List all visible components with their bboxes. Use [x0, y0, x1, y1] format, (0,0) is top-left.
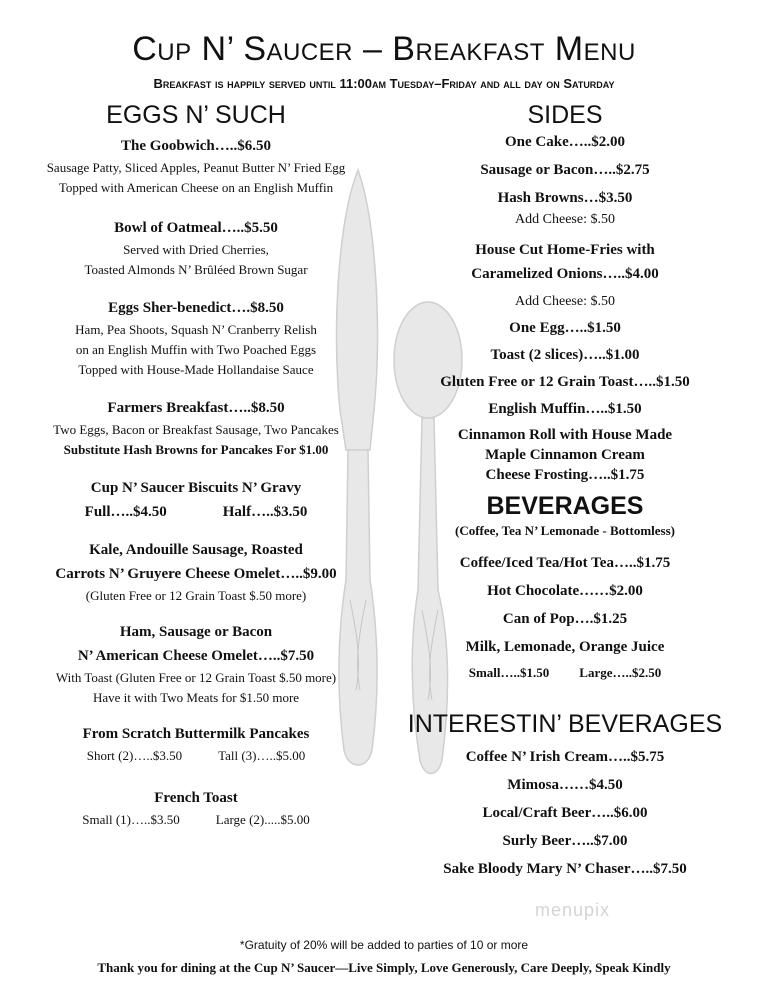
biscuits-full: Full…..$4.50	[84, 504, 167, 520]
hash-browns-item: Hash Browns…$3.50	[497, 190, 633, 206]
beverages-note: (Coffee, Tea N’ Lemonade - Bottomless)	[455, 523, 675, 538]
french-toast-item: French Toast	[154, 790, 238, 806]
french-toast-prices	[0, 810, 392, 830]
irish-cream-item: Coffee N’ Irish Cream…..$5.75	[465, 749, 665, 765]
goobwich-desc-2: Topped with American Cheese on an English Muffin	[58, 180, 334, 195]
farmers-desc-1: Two Eggs, Bacon or Breakfast Sausage, Two Pancakes	[53, 422, 339, 437]
biscuits-item: Cup N’ Saucer Biscuits N’ Gravy	[90, 480, 302, 496]
hours-subtitle: Breakfast is happily served until 11:00am Tuesday–Friday and all day on Saturday	[153, 76, 615, 91]
menupix-watermark: menupix	[535, 900, 611, 920]
french-toast-large: Large (2).....$5.00	[215, 812, 310, 827]
milk-large: Large…..$2.50	[579, 665, 662, 680]
thank-you-note: Thank you for dining at the Cup N’ Saucer—Live Simply, Love Generously, Care Deeply, Speak Kindly	[97, 960, 671, 975]
benedict-desc-3: Topped with House-Made Hollandaise Sauce	[78, 362, 314, 377]
ham-item-line-1: Ham, Sausage or Bacon	[119, 624, 273, 640]
biscuits-half: Half…..$3.50	[222, 504, 308, 520]
sides-column	[385, 96, 745, 881]
ham-desc-1: With Toast (Gluten Free or 12 Grain Toast $.50 more)	[55, 670, 337, 685]
cinnamon-roll-line-2: Maple Cinnamon Cream	[485, 447, 645, 463]
one-cake-item: One Cake…..$2.00	[505, 134, 625, 150]
home-fries-add-cheese: Add Cheese: $.50	[515, 294, 615, 309]
interestin-beverages-heading: INTERESTIN’ BEVERAGES	[407, 710, 723, 738]
surly-beer-item: Surly Beer…..$7.00	[502, 833, 628, 849]
goobwich-item: The Goobwich…..$6.50	[120, 138, 271, 154]
oatmeal-desc-2: Toasted Almonds N’ Brûléed Brown Sugar	[84, 262, 308, 277]
farmers-item: Farmers Breakfast…..$8.50	[107, 400, 285, 416]
biscuits-prices	[0, 500, 392, 524]
sake-bloody-mary-item: Sake Bloody Mary N’ Chaser…..$7.50	[443, 861, 687, 877]
goobwich-desc-1: Sausage Patty, Sliced Apples, Peanut Butter N’ Fried Egg	[46, 160, 346, 175]
milk-juice-prices	[385, 663, 745, 683]
ham-item-line-2: N’ American Cheese Omelet…..$7.50	[77, 648, 315, 664]
oatmeal-item: Bowl of Oatmeal…..$5.50	[114, 220, 278, 236]
pancakes-prices	[0, 746, 392, 766]
kale-desc: (Gluten Free or 12 Grain Toast $.50 more)	[85, 588, 307, 603]
eggs-heading: EGGS N’ SUCH	[106, 101, 286, 129]
mimosa-item: Mimosa……$4.50	[507, 777, 623, 793]
pancakes-short: Short (2)…..$3.50	[86, 748, 183, 763]
pancakes-tall: Tall (3)…..$5.00	[218, 748, 306, 763]
sausage-bacon-item: Sausage or Bacon…..$2.75	[480, 162, 650, 178]
farmers-desc-2: Substitute Hash Browns for Pancakes For $1.00	[63, 442, 329, 457]
benedict-item: Eggs Sher-benedict….$8.50	[108, 300, 284, 316]
coffee-tea-item: Coffee/Iced Tea/Hot Tea…..$1.75	[459, 555, 671, 571]
hot-chocolate-item: Hot Chocolate……$2.00	[487, 583, 643, 599]
one-egg-item: One Egg…..$1.50	[509, 320, 621, 336]
hash-add-cheese: Add Cheese: $.50	[515, 212, 615, 227]
page-title: Cup N’ Saucer – Breakfast Menu	[132, 30, 636, 68]
pancakes-item: From Scratch Buttermilk Pancakes	[82, 726, 310, 742]
beverages-heading: BEVERAGES	[486, 492, 644, 520]
home-fries-line-1: House Cut Home-Fries with	[475, 242, 655, 258]
oatmeal-desc-1: Served with Dried Cherries,	[123, 242, 269, 257]
cinnamon-roll-line-3: Cheese Frosting…..$1.75	[485, 467, 645, 483]
eggs-column	[0, 96, 392, 830]
benedict-desc-1: Ham, Pea Shoots, Squash N’ Cranberry Relish	[75, 322, 317, 337]
gluten-free-toast-item: Gluten Free or 12 Grain Toast…..$1.50	[440, 374, 690, 390]
kale-item-line-1: Kale, Andouille Sausage, Roasted	[89, 542, 303, 558]
milk-juice-item: Milk, Lemonade, Orange Juice	[465, 639, 665, 655]
ham-desc-2: Have it with Two Meats for $1.50 more	[92, 690, 300, 705]
gratuity-note: *Gratuity of 20% will be added to parties of 10 or more	[239, 938, 529, 952]
milk-small: Small…..$1.50	[468, 665, 550, 680]
kale-item-line-2: Carrots N’ Gruyere Cheese Omelet…..$9.00	[55, 566, 337, 582]
toast-item: Toast (2 slices)…..$1.00	[490, 347, 640, 363]
english-muffin-item: English Muffin…..$1.50	[488, 401, 642, 417]
benedict-desc-2: on an English Muffin with Two Poached Eggs	[75, 342, 317, 357]
cinnamon-roll-line-1: Cinnamon Roll with House Made	[457, 427, 673, 443]
can-of-pop-item: Can of Pop….$1.25	[502, 611, 628, 627]
craft-beer-item: Local/Craft Beer…..$6.00	[482, 805, 648, 821]
french-toast-small: Small (1)…..$3.50	[82, 812, 180, 827]
sides-heading: SIDES	[527, 101, 603, 129]
home-fries-line-2: Caramelized Onions…..$4.00	[471, 266, 659, 282]
